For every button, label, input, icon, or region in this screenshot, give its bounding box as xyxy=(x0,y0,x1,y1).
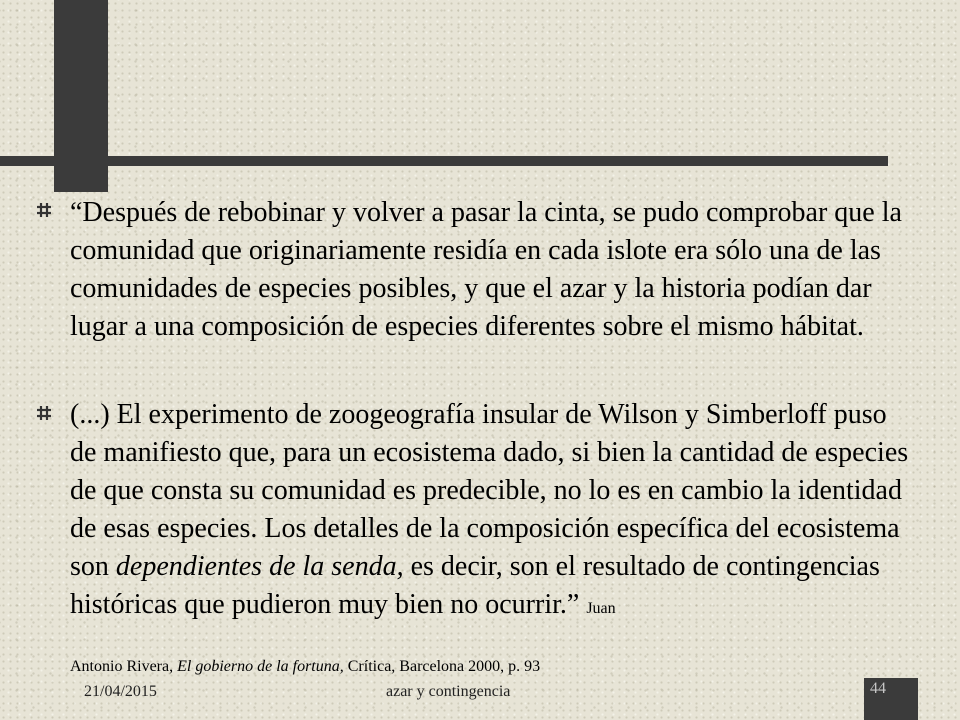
quote-paragraph-1 xyxy=(70,194,920,346)
footer-date: 21/04/2015 xyxy=(84,683,157,700)
quote-text-2a: (...) El experimento de zoogeografía insular de Wilson y Simberloff puso de manifiesto que, para un ecosistema dado, si bien la cantidad de especies de que consta su comunidad es predecible, no lo es en cambio la identidad de esas especies. Los detalles de la composición específica del ecosistema son xyxy=(70,399,909,582)
citation-author-rest: Antonio Rivera, xyxy=(70,658,178,675)
hash-bullet-icon xyxy=(36,405,52,421)
decor-horizontal-bar xyxy=(0,156,888,166)
citation-publisher: Crítica, Barcelona 2000, p. 93 xyxy=(343,658,541,675)
hash-bullet-icon xyxy=(36,202,52,218)
quote-text-1: “Después de rebobinar y volver a pasar la cinta, se pudo comprobar que la comunidad que originariamente residía en cada islote era sólo una de las comunidades de especies posibles, y que el azar y la historia podían dar lugar a una composición de especies diferentes sobre el mismo hábitat. xyxy=(70,197,902,342)
slide-number: 44 xyxy=(870,680,886,697)
quote-text-2-italic: dependientes de la senda, xyxy=(115,551,404,582)
citation-book-title: El gobierno de la fortuna, xyxy=(177,658,344,675)
citation-author-first: Juan xyxy=(586,600,616,617)
citation-line xyxy=(70,657,540,677)
footer-title: azar y contingencia xyxy=(386,683,511,700)
quote-text-2b: es decir, son el resultado de contingencias históricas que pudieron muy bien no ocurrir.” xyxy=(70,551,880,620)
quote-paragraph-2 xyxy=(70,396,920,628)
